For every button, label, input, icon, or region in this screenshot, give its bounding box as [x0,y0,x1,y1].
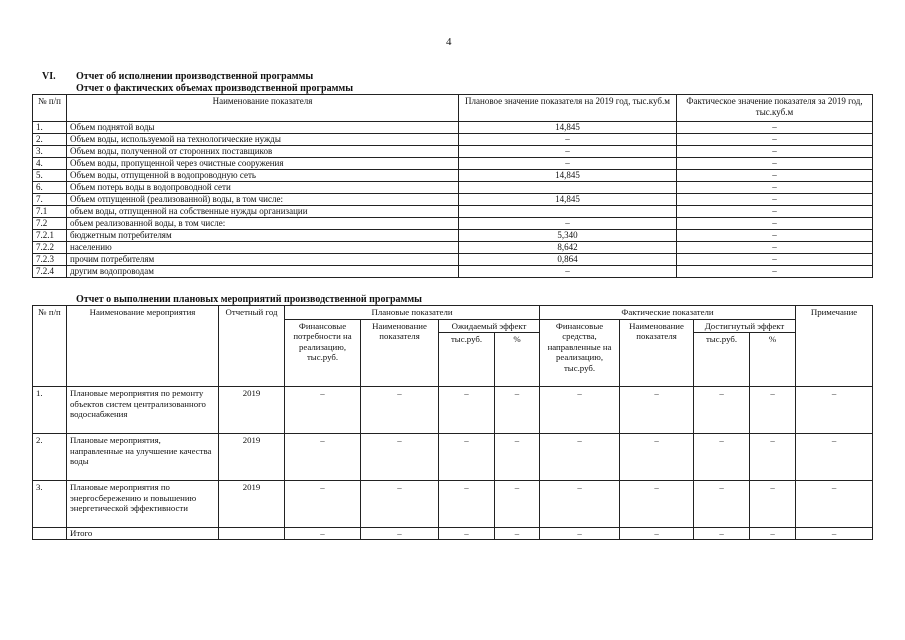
table2-title: Отчет о выполнении плановых мероприятий производственной программы [76,294,422,305]
t2-col-name-header: Наименование мероприятия [67,306,219,387]
row-plan-fin-cell: – [285,481,361,528]
row-num-cell: 6. [33,182,67,194]
row-name-cell: другим водопроводам [67,266,459,278]
t2-fact-group-header: Фактические показатели [540,306,796,320]
row-year-cell: 2019 [219,481,285,528]
row-num-cell: 3. [33,481,67,528]
table1-title: Отчет о фактических объемах производственной программы [76,83,353,94]
section-number: VI. [42,71,56,82]
row-name-cell: Объем воды, отпущенной в водопроводную сеть [67,170,459,182]
table-row [33,158,873,170]
row-fact-rub-cell: – [694,434,750,481]
table-row [33,122,873,134]
row-fact-rub-cell: – [694,481,750,528]
row-plan-cell: – [459,266,677,278]
t2-note-header: Примечание [796,306,873,387]
row-name-cell: объем реализованной воды, в том числе: [67,218,459,230]
row-name-cell: Плановые мероприятия по ремонту объектов систем централизованного водоснабжения [67,387,219,434]
table-row [33,206,873,218]
table-row [33,218,873,230]
row-plan-cell: – [459,146,677,158]
table-row [33,182,873,194]
row-fact-pct-cell: – [750,387,796,434]
total-note-cell: – [796,528,873,540]
table-row [33,242,873,254]
row-name-cell: населению [67,242,459,254]
table-row [33,434,873,481]
row-num-cell: 2. [33,134,67,146]
row-num-cell: 5. [33,170,67,182]
table-row [33,230,873,242]
row-name-cell: Плановые мероприятия по энергосбережению и повышению энергетической эффективности [67,481,219,528]
total-fact-ind-cell: – [620,528,694,540]
row-num-cell: 1. [33,387,67,434]
row-fact-cell: – [677,182,873,194]
row-note-cell: – [796,434,873,481]
row-name-cell: объем воды, отпущенной на собственные нужды организации [67,206,459,218]
row-year-cell: 2019 [219,434,285,481]
total-plan-fin-cell: – [285,528,361,540]
row-fact-cell: – [677,242,873,254]
row-name-cell: бюджетным потребителям [67,230,459,242]
row-plan-cell: – [459,158,677,170]
row-plan-cell: – [459,134,677,146]
row-plan-pct-cell: – [495,387,540,434]
t2-plan-rub-header: тыс.руб. [439,333,495,387]
row-num-cell: 3. [33,146,67,158]
row-fact-cell: – [677,254,873,266]
total-fact-fin-cell: – [540,528,620,540]
row-plan-rub-cell: – [439,434,495,481]
row-fact-cell: – [677,146,873,158]
row-fact-ind-cell: – [620,387,694,434]
row-num-cell: 7.2.3 [33,254,67,266]
row-fact-pct-cell: – [750,481,796,528]
row-plan-pct-cell: – [495,434,540,481]
t2-col-num-header: № п/п [33,306,67,387]
section-title: Отчет об исполнении производственной программы [76,71,314,82]
row-name-cell: Объем отпущенной (реализованной) воды, в том числе: [67,194,459,206]
row-plan-cell: 14,845 [459,194,677,206]
row-num-cell: 1. [33,122,67,134]
row-fact-cell: – [677,122,873,134]
t2-plan-group-header: Плановые показатели [285,306,540,320]
total-fact-pct-cell: – [750,528,796,540]
row-fact-ind-cell: – [620,434,694,481]
t2-plan-effect-header: Ожидаемый эффект [439,319,540,333]
row-note-cell: – [796,481,873,528]
row-note-cell: – [796,387,873,434]
table-row [33,266,873,278]
table2-header-row-1 [33,306,873,320]
total-label: Итого [67,528,219,540]
total-row [33,528,873,540]
col-fact-header: Фактическое значение показателя за 2019 год, тыс.куб.м [677,95,873,122]
row-name-cell: Объем потерь воды в водопроводной сети [67,182,459,194]
row-plan-cell: – [459,218,677,230]
row-plan-cell [459,206,677,218]
row-plan-cell: 8,642 [459,242,677,254]
row-fact-fin-cell: – [540,387,620,434]
total-plan-ind-cell: – [361,528,439,540]
row-fact-cell: – [677,218,873,230]
t2-fact-ind-header: Наименование показателя [620,319,694,387]
total-plan-pct-cell: – [495,528,540,540]
row-fact-cell: – [677,266,873,278]
row-plan-pct-cell: – [495,481,540,528]
row-fact-cell: – [677,230,873,242]
total-plan-rub-cell: – [439,528,495,540]
row-name-cell: Объем поднятой воды [67,122,459,134]
row-plan-fin-cell: – [285,434,361,481]
row-fact-cell: – [677,194,873,206]
total-num-cell [33,528,67,540]
row-plan-cell: 14,845 [459,170,677,182]
row-fact-cell: – [677,170,873,182]
t2-plan-ind-header: Наименование показателя [361,319,439,387]
t2-fact-rub-header: тыс.руб. [694,333,750,387]
table-row [33,134,873,146]
total-year-cell [219,528,285,540]
row-num-cell: 7.2.1 [33,230,67,242]
row-fact-rub-cell: – [694,387,750,434]
page-number: 4 [446,36,452,48]
t2-fact-fin-header: Финансовые средства, направленные на реализацию, тыс.руб. [540,319,620,387]
row-plan-rub-cell: – [439,481,495,528]
row-num-cell: 7.1 [33,206,67,218]
t2-plan-fin-header: Финансовые потребности на реализацию, тыс.руб. [285,319,361,387]
t2-plan-pct-header: % [495,333,540,387]
table1-header-row [33,95,873,122]
table-row [33,481,873,528]
table-row [33,254,873,266]
t2-fact-pct-header: % [750,333,796,387]
row-name-cell: Объем воды, используемой на технологические нужды [67,134,459,146]
table-row [33,387,873,434]
col-plan-header: Плановое значение показателя на 2019 год, тыс.куб.м [459,95,677,122]
row-plan-cell [459,182,677,194]
row-fact-cell: – [677,206,873,218]
row-year-cell: 2019 [219,387,285,434]
row-fact-cell: – [677,134,873,146]
col-name-header: Наименование показателя [67,95,459,122]
row-fact-pct-cell: – [750,434,796,481]
row-plan-ind-cell: – [361,481,439,528]
row-plan-cell: 14,845 [459,122,677,134]
row-plan-cell: 0,864 [459,254,677,266]
row-plan-ind-cell: – [361,434,439,481]
row-plan-rub-cell: – [439,387,495,434]
planned-measures-table [32,305,873,540]
col-num-header: № п/п [33,95,67,122]
table-row [33,194,873,206]
row-name-cell: Плановые мероприятия, направленные на улучшение качества воды [67,434,219,481]
row-name-cell: прочим потребителям [67,254,459,266]
row-fact-fin-cell: – [540,434,620,481]
table-row [33,170,873,182]
row-fact-fin-cell: – [540,481,620,528]
t2-col-year-header: Отчетный год [219,306,285,387]
row-num-cell: 7.2.2 [33,242,67,254]
table-row [33,146,873,158]
row-num-cell: 7.2 [33,218,67,230]
row-num-cell: 4. [33,158,67,170]
row-num-cell: 7.2.4 [33,266,67,278]
row-name-cell: Объем воды, полученной от сторонних поставщиков [67,146,459,158]
row-fact-cell: – [677,158,873,170]
row-num-cell: 2. [33,434,67,481]
row-name-cell: Объем воды, пропущенной через очистные сооружения [67,158,459,170]
production-volumes-table [32,94,873,278]
row-plan-fin-cell: – [285,387,361,434]
row-plan-ind-cell: – [361,387,439,434]
row-fact-ind-cell: – [620,481,694,528]
t2-fact-effect-header: Достигнутый эффект [694,319,796,333]
row-num-cell: 7. [33,194,67,206]
section-heading [42,71,313,82]
row-plan-cell: 5,340 [459,230,677,242]
total-fact-rub-cell: – [694,528,750,540]
